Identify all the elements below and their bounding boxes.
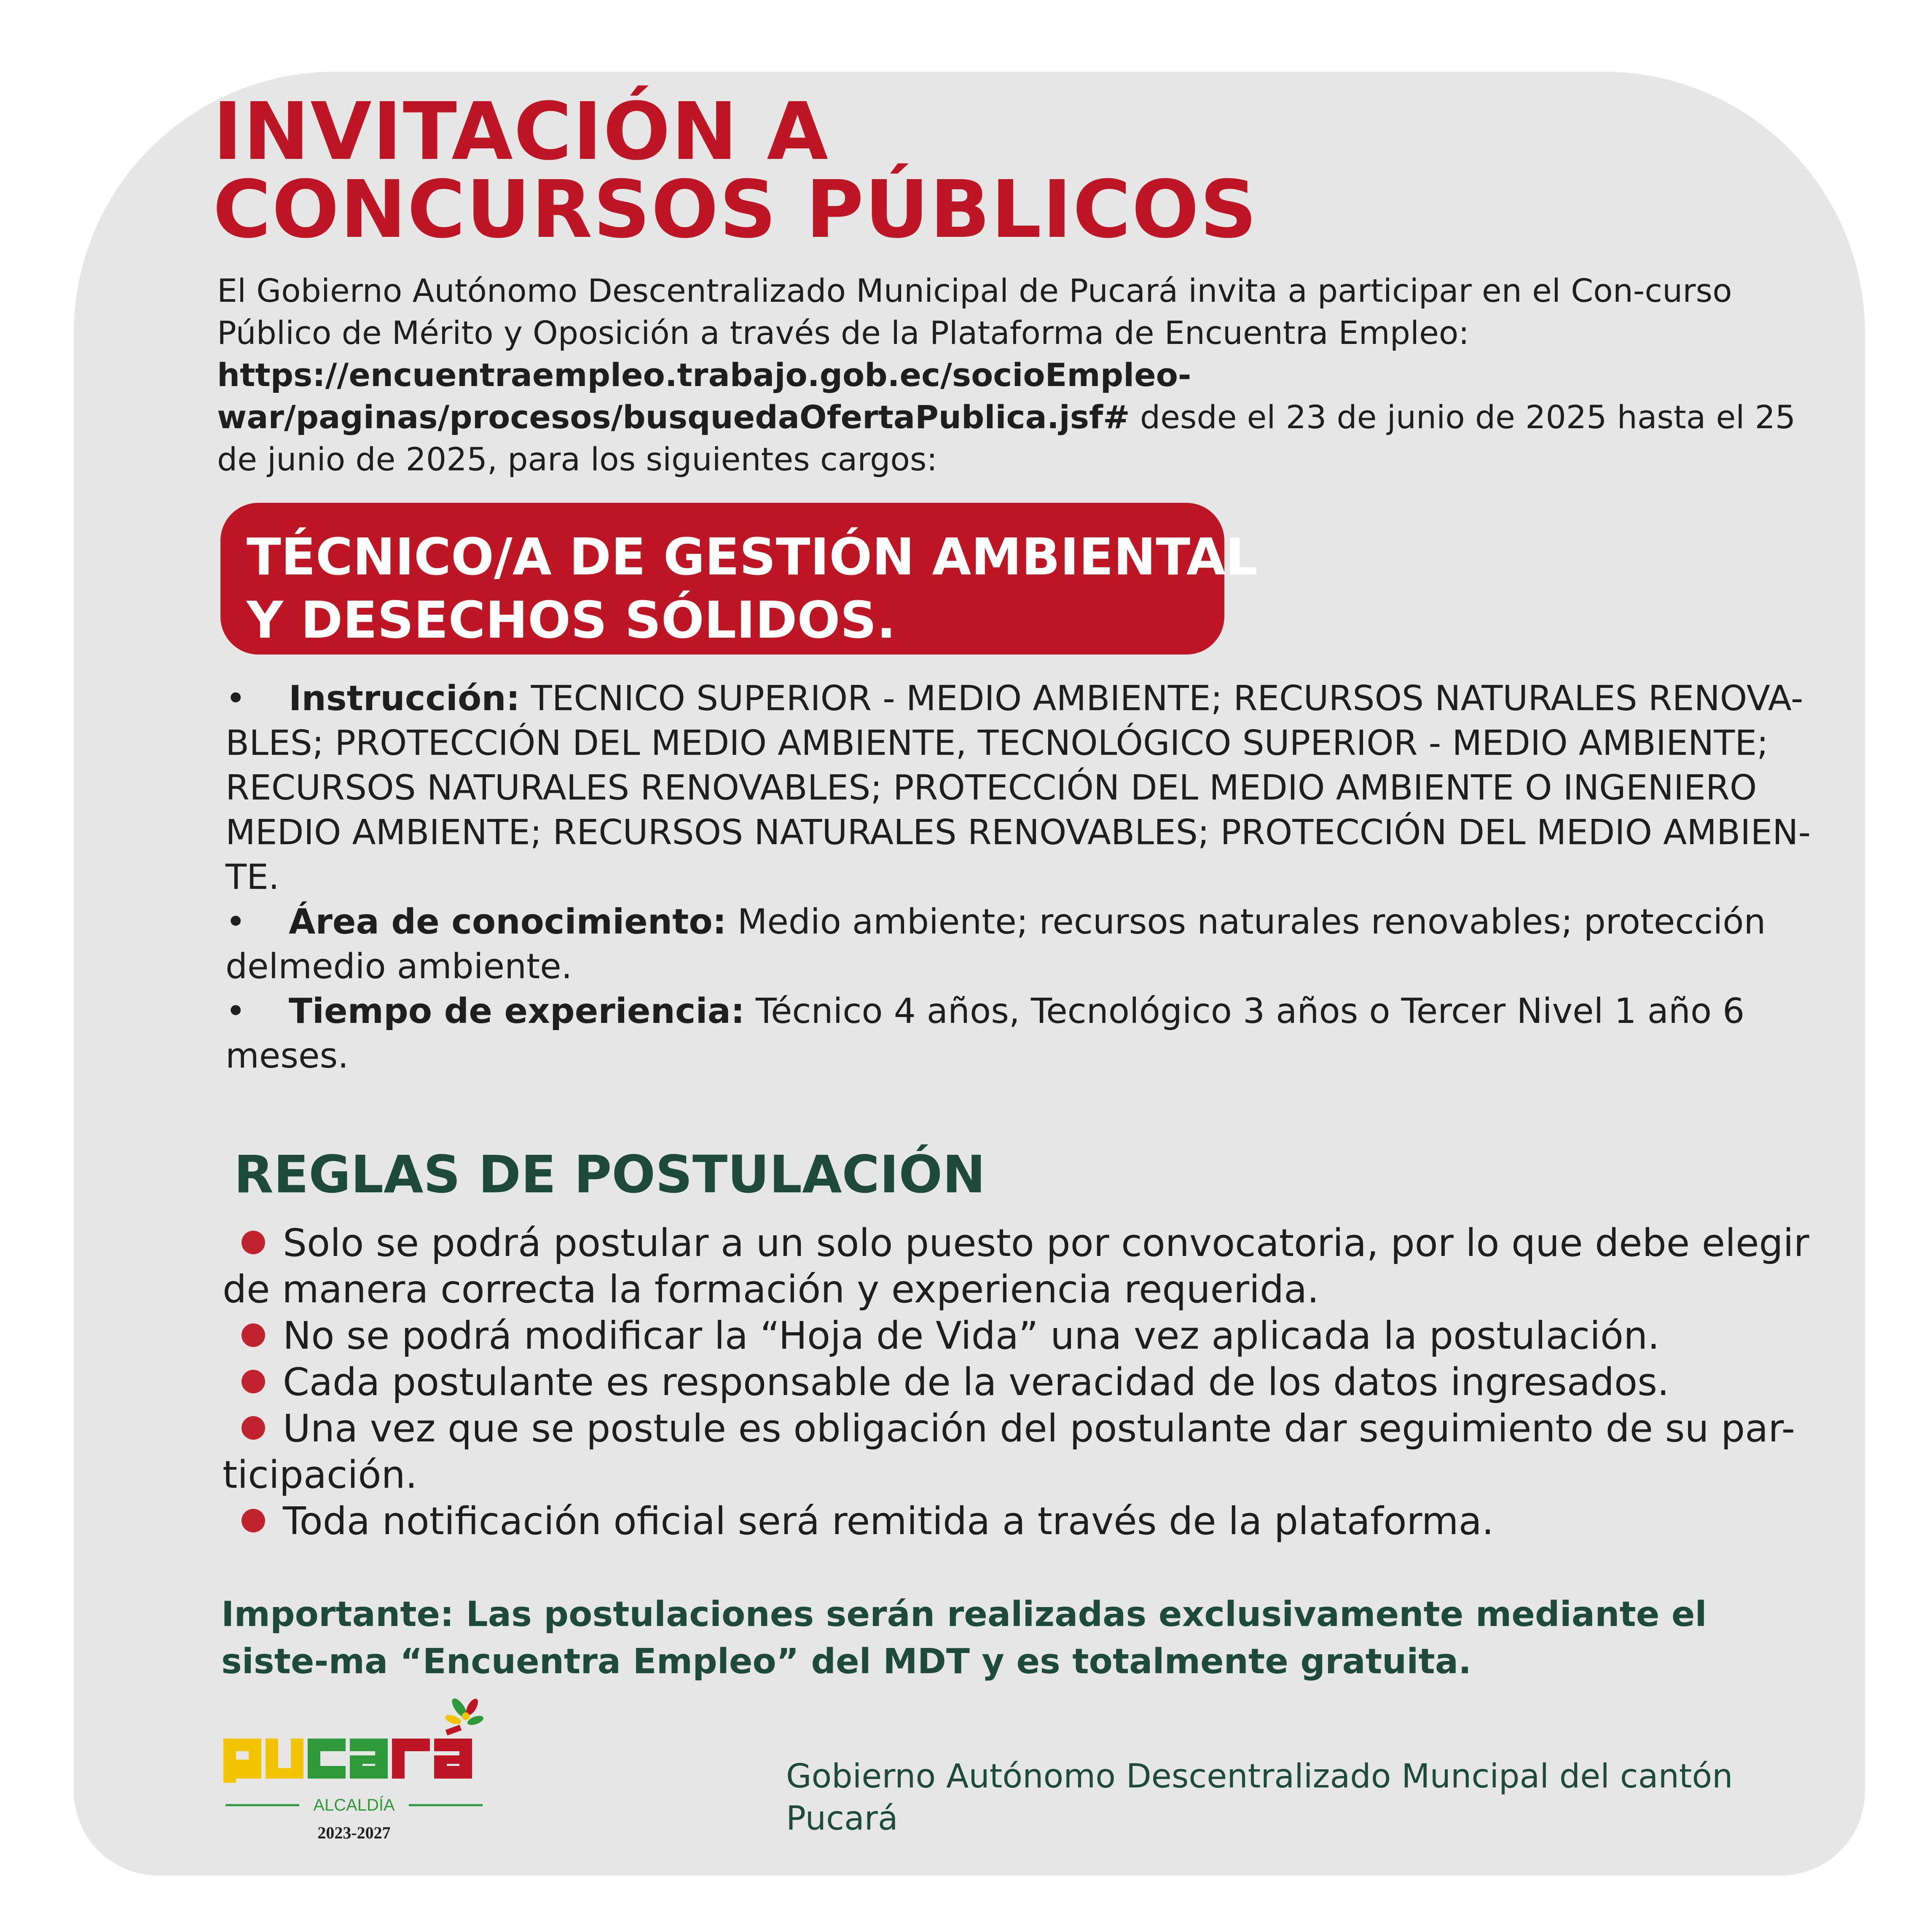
logo-subtitle: ALCALDÍA [313,1796,395,1814]
requirement-value: TECNICO SUPERIOR - MEDIO AMBIENTE; RECURSOS NATURALES RENOVA-BLES; PROTECCIÓN DEL MEDIO AMBIENTE, TECNOLÓGICO SUPERIOR - MEDIO AMBIENTE; RECURSOS NATURALES RENOVABLES; PROTECCIÓN DEL MEDIO AMBIENTE O INGENIERO MEDIO AMBIENTE; RECURSOS NATURALES RENOVABLES; PROTECCIÓN DEL MEDIO AMBIEN-TE. [225,679,1811,897]
rule-text: Una vez que se postule es obligación del postulante dar seguimiento de su par-ticipación. [223,1406,1795,1497]
logo-years: 2023-2027 [317,1823,391,1842]
intro-paragraph [217,270,1810,480]
job-title-line-2: Y DESECHOS SÓLIDOS. [247,591,896,650]
bullet-icon: • [225,902,246,942]
rule-item [223,1498,1824,1545]
rule-item [223,1220,1824,1313]
requirement-item [225,989,1831,1079]
rule-item [223,1313,1824,1359]
red-dot-icon [241,1370,265,1393]
requirements-list [225,676,1831,1079]
red-dot-icon [241,1416,265,1440]
red-dot-icon [241,1323,265,1347]
rules-list [223,1220,1824,1545]
rules-heading: REGLAS DE POSTULACIÓN [234,1145,986,1205]
platform-link[interactable]: https://encuentraempleo.trabajo.gob.ec/socioEmpleo-war/paginas/procesos/busquedaOfertaPublica.jsf# [217,356,1191,436]
logo-wordmark [223,1725,472,1783]
bullet-icon: • [225,679,246,719]
requirement-label: Instrucción: [289,679,520,719]
title-line-1: INVITACIÓN A [213,86,829,178]
bullet-icon: • [225,991,246,1031]
red-dot-icon [241,1509,265,1532]
important-note: Importante: Las postulaciones serán realizadas exclusivamente mediante el siste-ma “Encuentra Empleo” del MDT y es totalmente gratuita. [221,1594,1707,1682]
requirement-item [225,676,1831,900]
requirement-value: Técnico 4 años, Tecnológico 3 años o Tercer Nivel 1 año 6 meses. [225,991,1745,1076]
requirement-label: Tiempo de experiencia: [289,991,745,1031]
page-title [213,86,1258,256]
rule-text: No se podrá modificar la “Hoja de Vida” una vez aplicada la postulación. [283,1314,1660,1358]
rule-item [223,1406,1824,1498]
requirement-label: Área de conocimiento: [289,902,727,942]
requirement-item [225,900,1831,989]
intro-dates-text: desde el 23 de junio de 2025 hasta el 25 de junio de 2025, para los siguientes cargos: [217,398,1796,478]
rule-text: Cada postulante es responsable de la veracidad de los datos ingresados. [283,1360,1669,1404]
sparkle-icon [444,1696,485,1727]
rule-text: Solo se podrá postular a un solo puesto por convocatoria, por lo que debe elegir de manera correcta la formación y experiencia requerida. [223,1221,1809,1312]
intro-text: El Gobierno Autónomo Descentralizado Municipal de Pucará invita a participar en el Con-curso Público de Mérito y Oposición a través de la Plataforma de Encuentra Empleo: [217,272,1732,352]
job-title-line-1: TÉCNICO/A DE GESTIÓN AMBIENTAL [247,528,1258,587]
pucara-logo [223,1690,485,1850]
footer-text: Gobierno Autónomo Descentralizado Muncipal del cantón Pucará [786,1758,1733,1838]
rule-item [223,1359,1824,1406]
rule-text: Toda notificación oficial será remitida a través de la plataforma. [283,1499,1494,1543]
requirement-value: Medio ambiente; recursos naturales renovables; protección delmedio ambiente. [225,902,1766,987]
red-dot-icon [241,1231,265,1254]
title-line-2: CONCURSOS PÚBLICOS [213,164,1258,256]
job-title [247,526,1258,652]
